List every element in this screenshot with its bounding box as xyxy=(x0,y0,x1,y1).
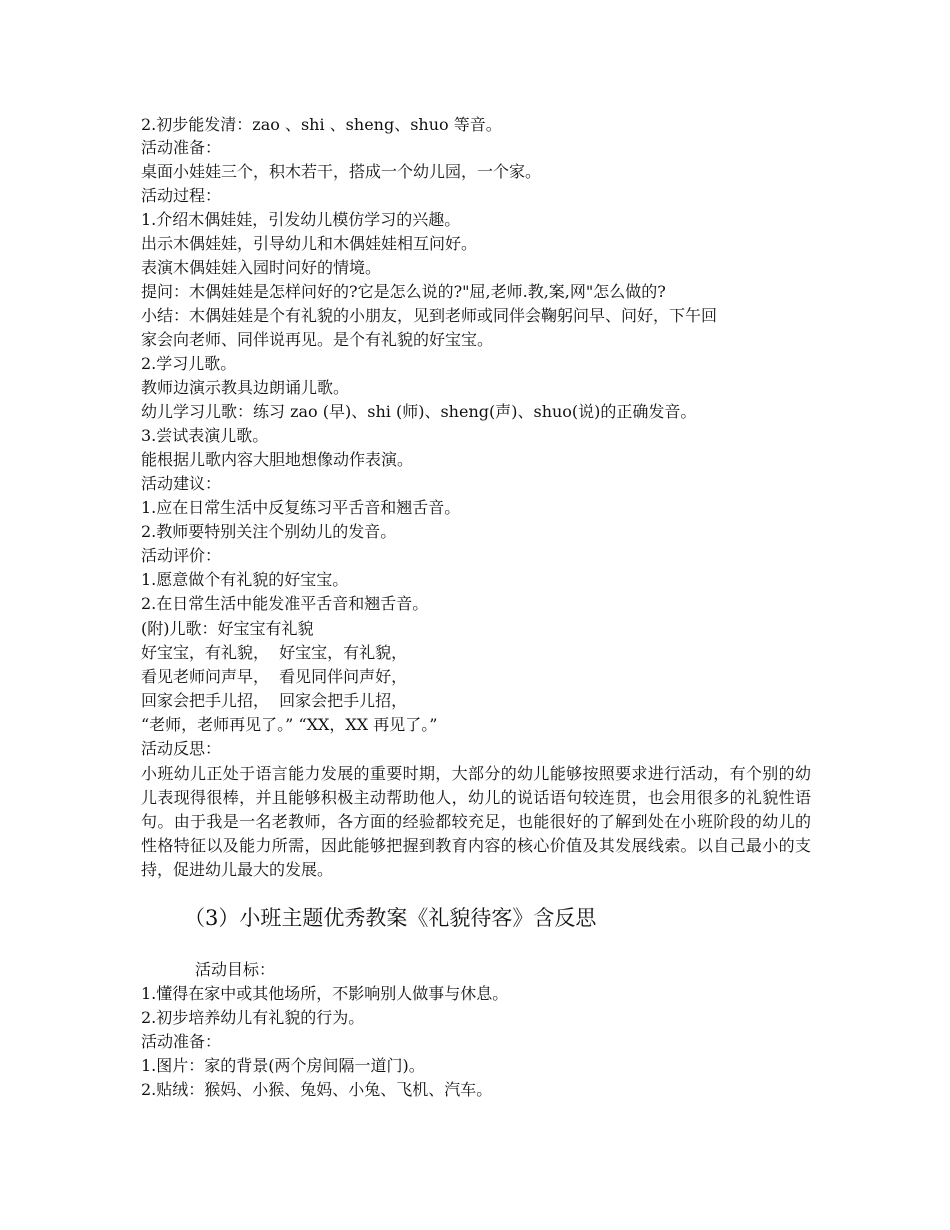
text-line: 2.在日常生活中能发准平舌音和翘舌音。 xyxy=(141,594,429,613)
text-line: 1.图片：家的背景(两个房间隔一道门)。 xyxy=(141,1056,425,1075)
text-line: 教师边演示教具边朗诵儿歌。 xyxy=(141,378,350,397)
text-line: 2.贴绒：猴妈、小猴、兔妈、小兔、飞机、汽车。 xyxy=(141,1080,493,1099)
text-line: 1.懂得在家中或其他场所，不影响别人做事与休息。 xyxy=(141,984,509,1003)
poem-line: “老师，老师再见了。” “XX，XX 再见了。” xyxy=(141,715,438,734)
text-line: 出示木偶娃娃，引导幼儿和木偶娃娃相互问好。 xyxy=(141,234,478,253)
section-heading: （3）小班主题优秀教案《礼貌待客》含反思 xyxy=(184,906,597,930)
text-line: 1.介绍木偶娃娃，引发幼儿模仿学习的兴趣。 xyxy=(141,210,461,229)
text-line: 1.愿意做个有礼貌的好宝宝。 xyxy=(141,570,349,589)
text-line: 2.初步能发清：zao 、shi 、sheng、shuo 等音。 xyxy=(141,115,502,134)
text-line: 2.教师要特别关注个别幼儿的发音。 xyxy=(141,522,397,541)
text-line: 幼儿学习儿歌：练习 zao (早)、shi (师)、sheng(声)、shuo(说)的正确发音。 xyxy=(141,402,697,421)
text-line: 提问：木偶娃娃是怎样问好的?它是怎么说的?"屈,老师.教,案,网"怎么做的? xyxy=(141,282,666,301)
text-line: 活动目标： xyxy=(195,960,276,979)
text-line: 活动过程： xyxy=(141,186,222,205)
text-line: 能根据儿歌内容大胆地想像动作表演。 xyxy=(141,450,414,469)
text-line: 3.尝试表演儿歌。 xyxy=(141,426,269,445)
text-line: 家会向老师、同伴说再见。是个有礼貌的好宝宝。 xyxy=(141,330,494,349)
text-line: 2.初步培养幼儿有礼貌的行为。 xyxy=(141,1008,365,1027)
text-line: 桌面小娃娃三个，积木若干，搭成一个幼儿园，一个家。 xyxy=(141,162,542,181)
text-line: 2.学习儿歌。 xyxy=(141,354,237,373)
text-line: 活动准备： xyxy=(141,1032,222,1051)
poem-line: 回家会把手儿招， 回家会把手儿招， xyxy=(141,691,408,710)
text-line: 表演木偶娃娃入园时问好的情境。 xyxy=(141,258,382,277)
text-line: (附)儿歌：好宝宝有礼貌 xyxy=(141,619,314,638)
text-line: 小结：木偶娃娃是个有礼貌的小朋友，见到老师或同伴会鞠躬问早、问好，下午回 xyxy=(141,306,718,325)
text-line: 活动反思： xyxy=(141,739,222,758)
text-line: 1.应在日常生活中反复练习平舌音和翘舌音。 xyxy=(141,498,461,517)
text-line: 活动准备： xyxy=(141,138,222,157)
poem-line: 看见老师问声早， 看见同伴问声好， xyxy=(141,667,408,686)
poem-line: 好宝宝，有礼貌， 好宝宝，有礼貌， xyxy=(141,643,408,662)
text-line: 活动建议： xyxy=(141,474,222,493)
reflection-paragraph: 小班幼儿正处于语言能力发展的重要时期，大部分的幼儿能够按照要求进行活动，有个别的幼儿表现得很棒，并且能够积极主动帮助他人，幼儿的说话语句较连贯，也会用很多的礼貌性语句。由于我是一名老教师，各方面的经验都较充足，也能很好的了解到处在小班阶段的幼儿的性格特征以及能力所需，因此能够把握到教育内容的核心价值及其发展线索。以自己最小的支持，促进幼儿最大的发展。 xyxy=(141,764,811,879)
text-line: 活动评价： xyxy=(141,546,222,565)
